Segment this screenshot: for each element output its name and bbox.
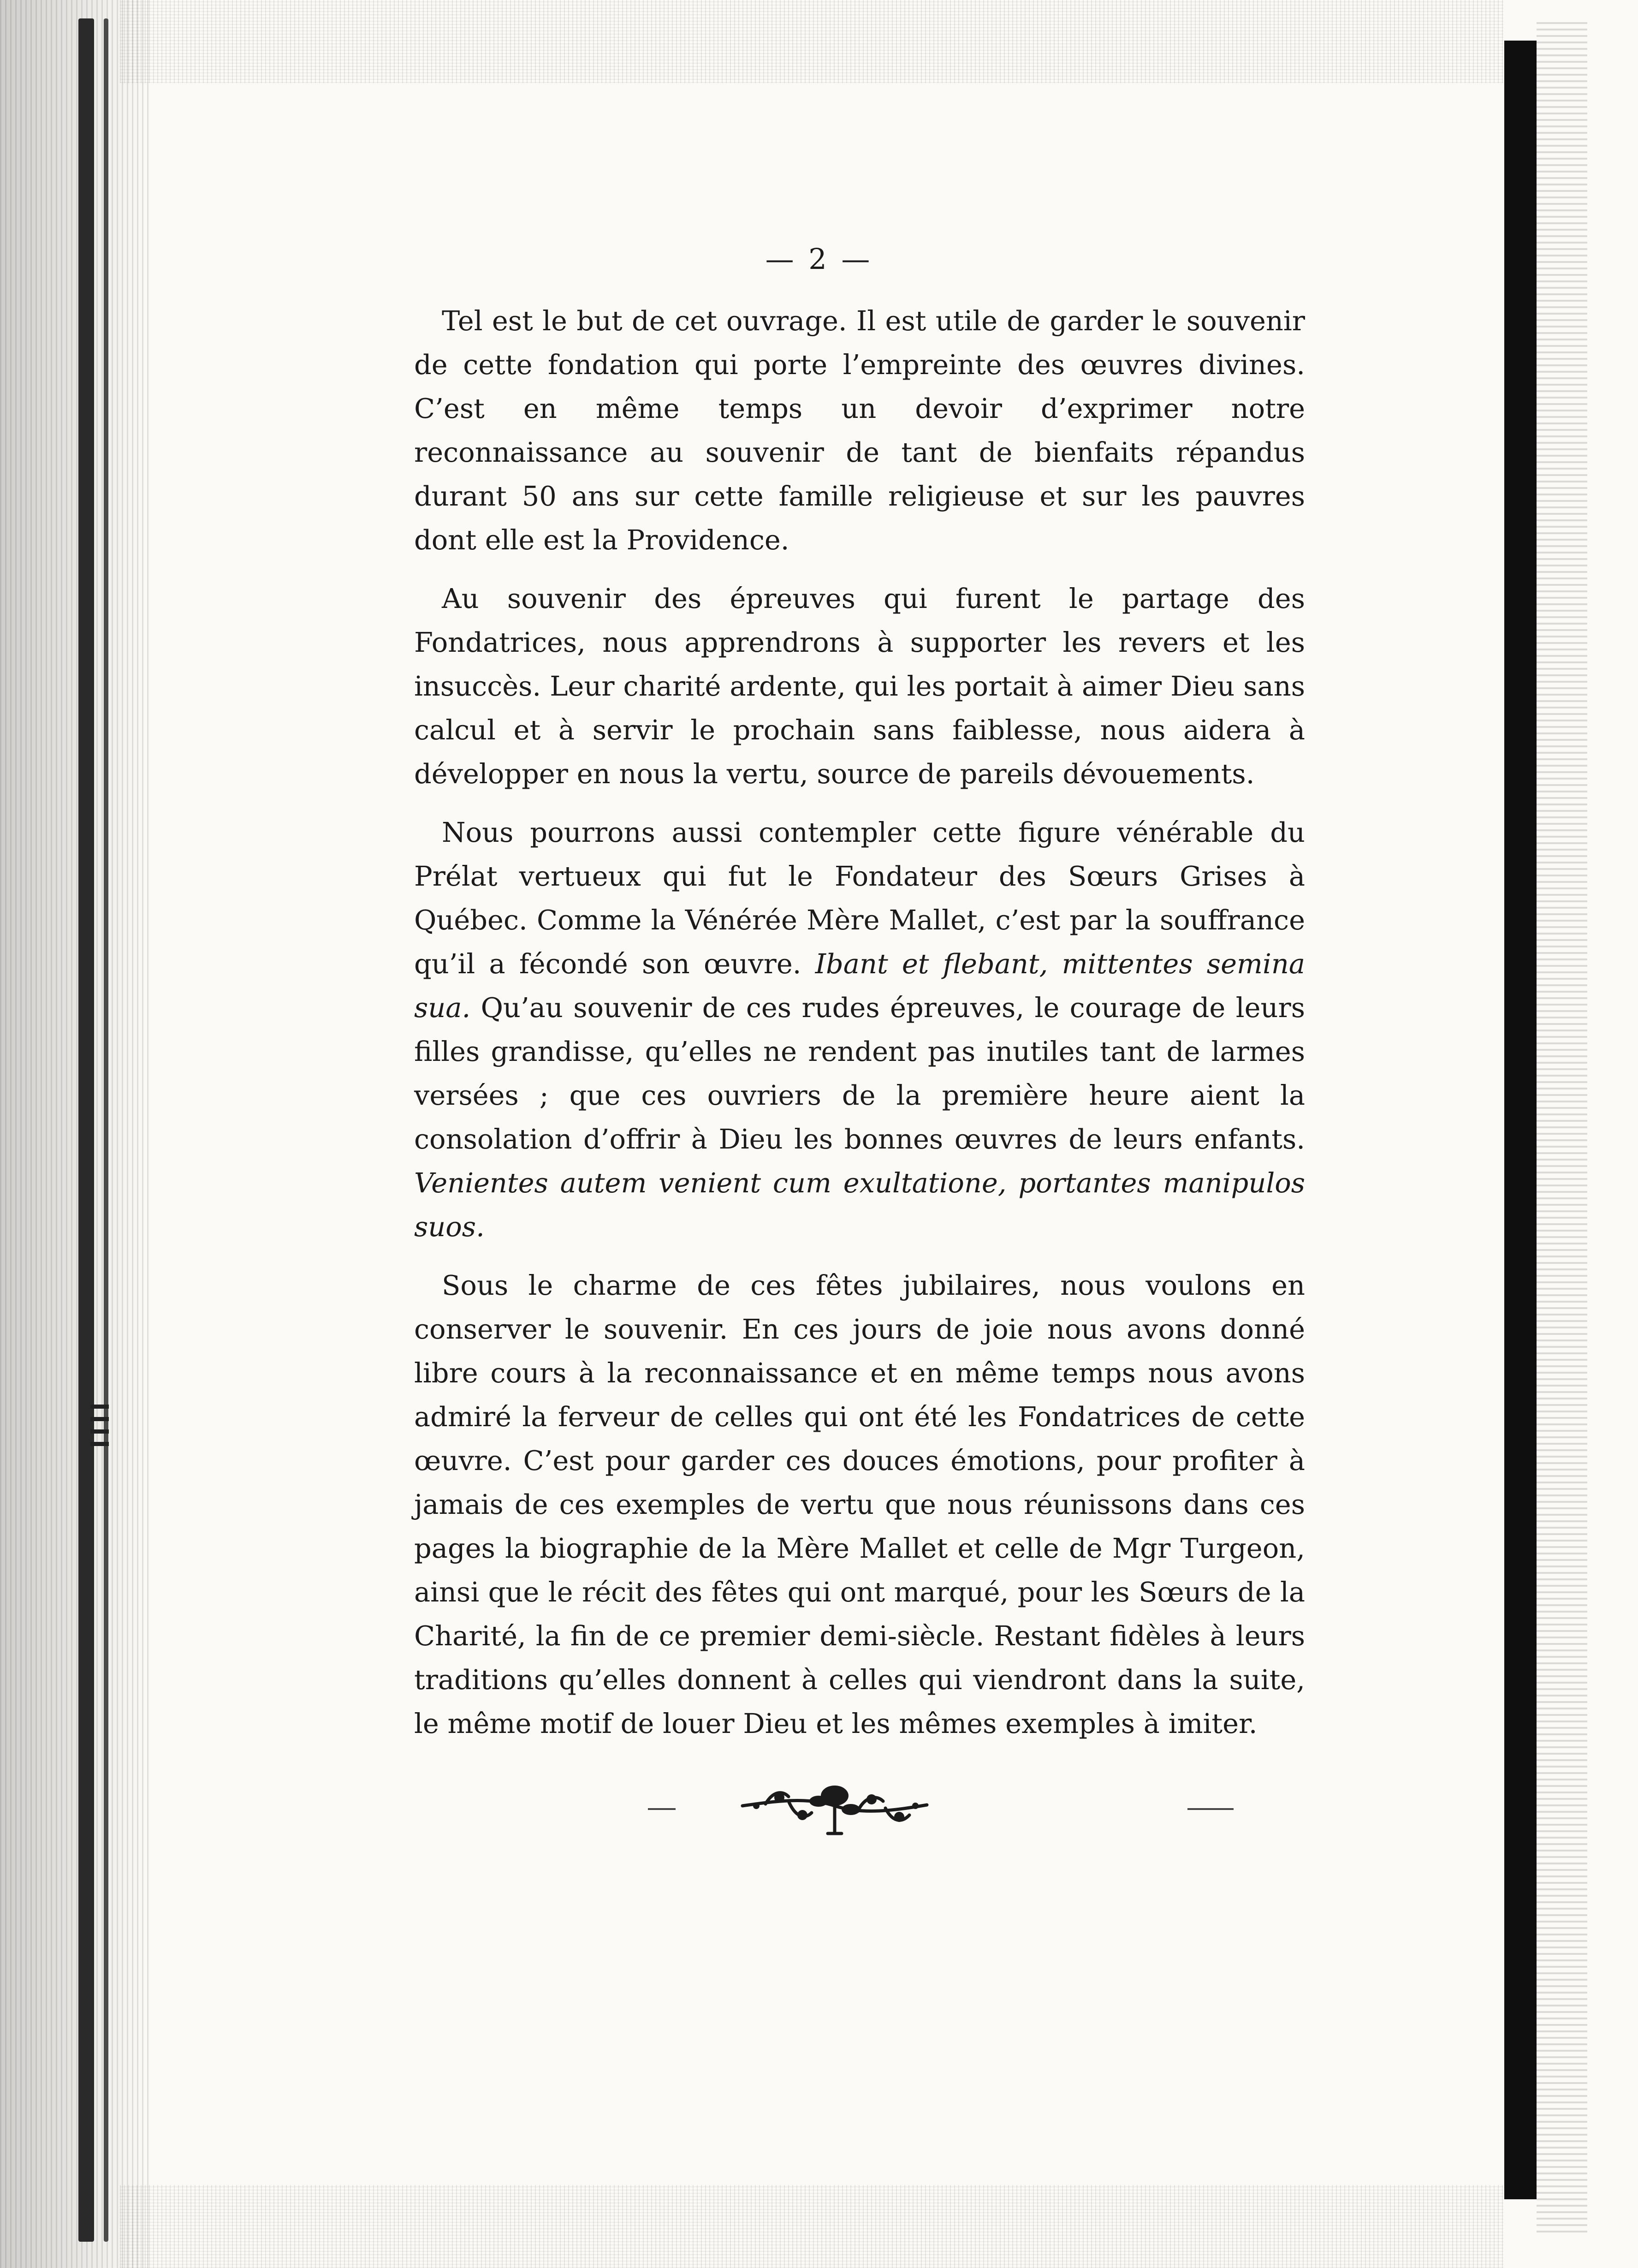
paragraph-text: Qu’au souvenir de ces rudes épreuves, le courage de leurs filles grandisse, qu’elles ne rendent pas inutiles tant de larmes versées ; que ces ouvriers de la première heure aient la consolation d’offrir à Dieu les bonnes œuvres de leurs enfants.	[414, 992, 1305, 1155]
scan-left-edge	[0, 0, 152, 2268]
scan-top-noise	[120, 0, 1503, 83]
ornament-dash-left	[648, 1808, 676, 1810]
latin-quotation: Venientes autem venient cum exultatione, portantes manipulos suos.	[414, 1167, 1305, 1243]
paragraph-text: Tel est le but de cet ouvrage. Il est utile de garder le souvenir de cette fondation qui porte l’empreinte des œuvres divines. C’est en même temps un devoir d’exprimer notre reconnaissance au souvenir de tant de bienfaits répandus durant 50 ans sur cette famille religieuse et sur les pauvres dont elle est la Providence.	[414, 305, 1305, 556]
paragraph	[414, 299, 1305, 562]
paragraph	[414, 810, 1305, 1249]
paragraph-text: Nous pourrons aussi contempler cette figure vénérable du Prélat vertueux qui fut le Fondateur des Sœurs Grises à Québec. Comme la Vénérée Mère Mallet, c’est par la souffrance qu’il a fécondé son œuvre.	[414, 816, 1305, 980]
scan-right-edge	[1504, 41, 1537, 2199]
floral-ornament-icon	[738, 1769, 932, 1843]
paragraph-text: Sous le charme de ces fêtes jubilaires, nous voulons en conserver le souvenir. En ces jours de joie nous avons donné libre cours à la reconnaissance et en même temps nous avons admiré la ferveur de celles qui ont été les Fondatrices de cette œuvre. C’est pour garder ces douces émotions, pour profiter à jamais de ces exemples de vertu que nous réunissons dans ces pages la biographie de la Mère Mallet et celle de Mgr Turgeon, ainsi que le récit des fêtes qui ont marqué, pour les Sœurs de la Charité, la fin de ce premier demi-siècle. Restant fidèles à leurs traditions qu’elles donnent à celles qui viendront dans la suite, le même motif de louer Dieu et les mêmes exemples à imiter.	[414, 1269, 1305, 1739]
scan-binding-line	[104, 18, 108, 2242]
scan-bottom-noise	[120, 2185, 1503, 2268]
scan-binding-shadow	[78, 18, 94, 2242]
latin-quotation: Ibant et flebant, mittentes semina sua.	[414, 948, 1305, 1024]
scan-right-fringe	[1537, 18, 1587, 2232]
paragraph	[414, 1263, 1305, 1745]
scan-tick-marks	[90, 1405, 109, 1454]
ornament-dash-right	[1187, 1808, 1234, 1810]
paragraph	[414, 577, 1305, 796]
paragraph-text: Au souvenir des épreuves qui furent le partage des Fondatrices, nous apprendrons à supporter les revers et les insuccès. Leur charité ardente, qui les portait à aimer Dieu sans calcul et à servir le prochain sans faiblesse, nous aidera à développer en nous la vertu, source de pareils dévouements.	[414, 583, 1305, 790]
body-text	[414, 299, 1305, 1745]
page-number: — 2 —	[765, 242, 873, 276]
